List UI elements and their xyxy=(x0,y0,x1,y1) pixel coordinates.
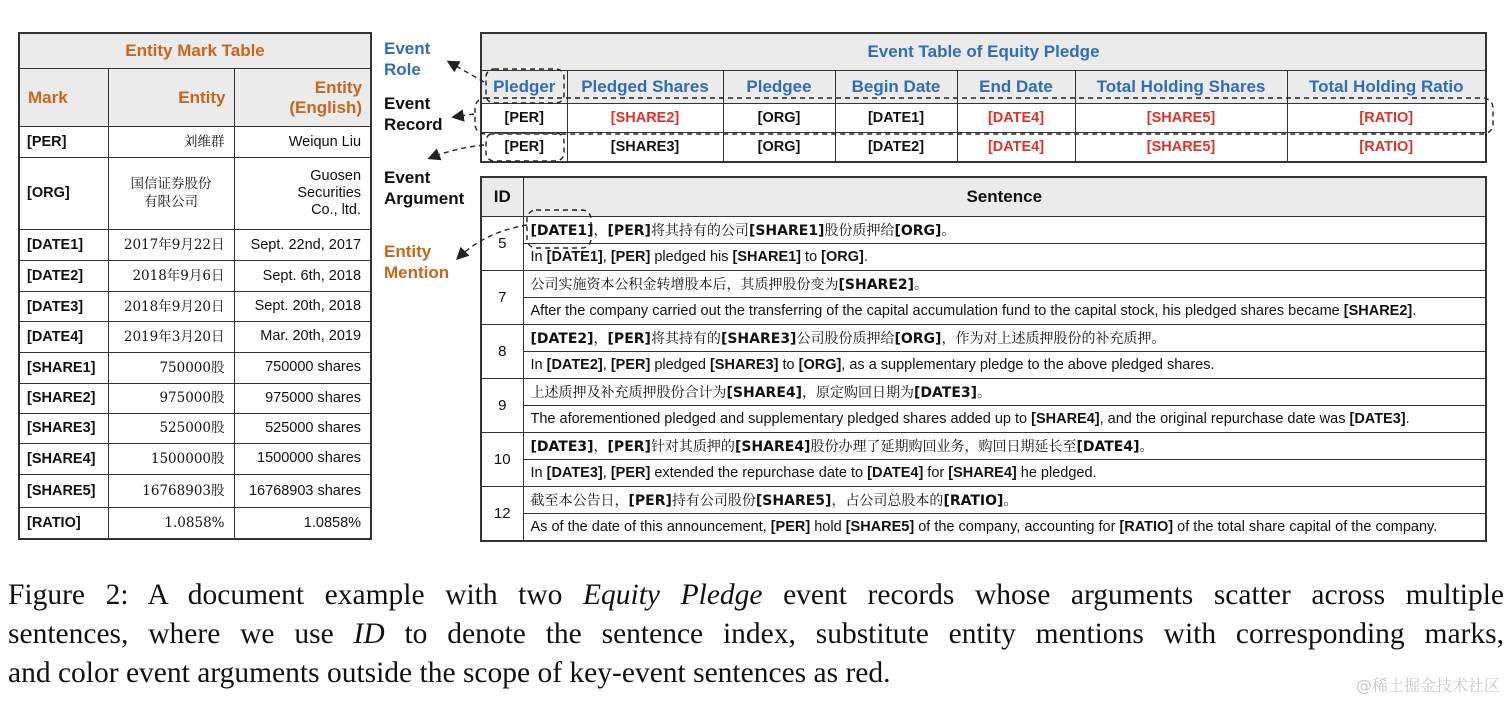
entity-mark: [SHARE2] xyxy=(19,383,108,413)
sentence-text: 上述质押及补充质押股份合计为 xyxy=(530,385,727,401)
entity-mark-token: [PER] xyxy=(607,223,651,239)
argument-cell: [DATE4] xyxy=(957,104,1075,133)
entity-row xyxy=(19,443,371,474)
sentence-text: 股份办理了延期购回业务，购回日期延长至 xyxy=(810,439,1077,455)
sentence-text: In xyxy=(530,357,547,373)
sentence-text: . xyxy=(1412,303,1417,319)
entity-row xyxy=(19,261,371,292)
sentence-id: 8 xyxy=(481,325,523,379)
entity-zh: 975000股 xyxy=(108,383,234,413)
watermark: @稀土掘金技术社区 xyxy=(1355,676,1500,695)
sentence-en xyxy=(523,514,1486,542)
caption-line-3: and color event arguments outside the scope of key-event sentences as red. xyxy=(8,657,891,689)
entity-mark: [SHARE3] xyxy=(19,413,108,443)
entity-mark-token: [RATIO] xyxy=(943,493,1004,509)
argument-cell: [DATE1] xyxy=(835,104,957,133)
sentence-text: 。 xyxy=(1003,493,1018,509)
entity-table-header-row xyxy=(19,69,371,127)
sentence-row-zh xyxy=(481,325,1486,352)
sentence-zh xyxy=(523,325,1486,352)
sentence-text: 股份质押给 xyxy=(824,223,895,239)
sentence-text: 针对其质押的 xyxy=(650,439,735,455)
entity-mark: [RATIO] xyxy=(19,508,108,539)
sentence-text: ， xyxy=(593,223,608,239)
entity-table-title-row xyxy=(19,33,371,69)
sentence-text: extended the repurchase date to xyxy=(650,465,868,481)
sentence-text: 持有公司股份 xyxy=(671,493,756,509)
entity-mark: [DATE4] xyxy=(19,322,108,352)
sentence-en xyxy=(523,352,1486,379)
entity-mark-token: [DATE1] xyxy=(530,223,594,239)
entity-zh: 2018年9月6日 xyxy=(108,261,234,292)
sentence-text: 截至本公告日， xyxy=(530,493,629,509)
sentence-table xyxy=(480,176,1487,542)
sentence-text: , xyxy=(602,249,611,265)
argument-cell: [DATE2] xyxy=(835,133,957,163)
sentence-en xyxy=(523,406,1486,433)
sentence-row-en xyxy=(481,244,1486,271)
header-sentence: Sentence xyxy=(523,177,1486,217)
role-end-date: End Date xyxy=(957,71,1075,104)
entity-en: 1.0858% xyxy=(234,508,371,539)
entity-mark-table xyxy=(18,32,372,540)
entity-mark-token: [RATIO] xyxy=(1119,519,1174,535)
entity-mark-token: [SHARE3] xyxy=(709,357,779,373)
entity-en: Sept. 20th, 2018 xyxy=(234,292,371,322)
entity-mark-token: [ORG] xyxy=(894,331,942,347)
sentence-text: 。 xyxy=(941,223,956,239)
entity-mark-token: [DATE3] xyxy=(546,465,603,481)
entity-mark-token: [PER] xyxy=(610,465,651,481)
sentence-text: , xyxy=(602,465,611,481)
entity-en: 1500000 shares xyxy=(234,443,371,474)
sentence-id: 9 xyxy=(481,379,523,433)
entity-mark-token: [DATE4] xyxy=(1076,439,1140,455)
role-pledged-shares: Pledged Shares xyxy=(567,71,723,104)
entity-en: 750000 shares xyxy=(234,352,371,383)
label-event-record: Event Record xyxy=(384,94,443,134)
entity-mark-token: [SHARE4] xyxy=(726,385,803,401)
entity-en: 16768903 shares xyxy=(234,475,371,508)
entity-mark-token: [DATE3] xyxy=(530,439,594,455)
sentence-text: 将其持有的 xyxy=(650,331,721,347)
sentence-text: 。 xyxy=(1139,439,1154,455)
sentence-row-en xyxy=(481,460,1486,487)
figure-caption xyxy=(8,576,1504,693)
event-record-arrow xyxy=(454,114,474,117)
entity-en: Sept. 22nd, 2017 xyxy=(234,229,371,260)
entity-table-title: Entity Mark Table xyxy=(19,33,371,69)
entity-en: 525000 shares xyxy=(234,413,371,443)
entity-mark-token: [ORG] xyxy=(821,249,864,265)
entity-mark: [DATE2] xyxy=(19,261,108,292)
sentence-text: pledged his xyxy=(650,249,733,265)
event-role-arrow xyxy=(449,62,484,82)
sentence-text: After the company carried out the transferring of the capital accumulation fund to the capital stock, his pledged shares became xyxy=(530,303,1344,319)
entity-zh: 1.0858% xyxy=(108,508,234,539)
sentence-en xyxy=(523,244,1486,271)
entity-mark-token: [PER] xyxy=(610,249,651,265)
sentence-row-zh xyxy=(481,271,1486,298)
sentence-text: of the total share capital of the company. xyxy=(1173,519,1438,535)
caption-line-2: sentences, where we use ID to denote the sentence index, substitute entity mentions with corresponding marks, xyxy=(8,618,1504,650)
entity-zh: 525000股 xyxy=(108,413,234,443)
entity-mark-token: [DATE3] xyxy=(914,385,978,401)
event-record-row xyxy=(481,104,1486,133)
sentence-text: 公司实施资本公积金转增股本后，其质押股份变为 xyxy=(530,277,839,293)
entity-mark: [ORG] xyxy=(19,157,108,229)
entity-row xyxy=(19,292,371,322)
role-total-holding-shares: Total Holding Shares xyxy=(1075,71,1287,104)
entity-en: Sept. 6th, 2018 xyxy=(234,261,371,292)
sentence-row-zh xyxy=(481,487,1486,514)
sentence-text: hold xyxy=(810,519,846,535)
entity-mark: [DATE1] xyxy=(19,229,108,260)
sentence-zh xyxy=(523,433,1486,460)
entity-row xyxy=(19,322,371,352)
sentence-text: ，占公司总股本的 xyxy=(831,493,944,509)
entity-mark-token: [SHARE2] xyxy=(1343,303,1413,319)
event-argument-arrow xyxy=(430,145,484,158)
sentence-text: of the company, accounting for xyxy=(914,519,1120,535)
sentence-text: to xyxy=(778,357,799,373)
entity-zh: 2017年9月22日 xyxy=(108,229,234,260)
sentence-rows xyxy=(481,217,1486,542)
entity-row xyxy=(19,127,371,157)
header-entity: Entity xyxy=(108,69,234,127)
entity-zh: 国信证券股份 有限公司 xyxy=(108,157,234,229)
role-pledgee: Pledgee xyxy=(723,71,835,104)
entity-mark-token: [ORG] xyxy=(894,223,942,239)
entity-row xyxy=(19,508,371,539)
sentence-text: . xyxy=(1405,411,1410,427)
entity-mark-token: [DATE1] xyxy=(546,249,603,265)
entity-mark-token: [PER] xyxy=(607,439,651,455)
sentence-text: The aforementioned pledged and supplementary pledged shares added up to xyxy=(530,411,1032,427)
entity-en: 975000 shares xyxy=(234,383,371,413)
entity-row xyxy=(19,475,371,508)
sentence-table-header-row xyxy=(481,177,1486,217)
sentence-text: ，作为对上述质押股份的补充质押。 xyxy=(941,331,1166,347)
entity-row xyxy=(19,383,371,413)
entity-mark-token: [SHARE4] xyxy=(948,465,1017,481)
entity-zh: 16768903股 xyxy=(108,475,234,508)
entity-zh: 2019年3月20日 xyxy=(108,322,234,352)
sentence-text: 。 xyxy=(977,385,992,401)
entity-mark-token: [SHARE4] xyxy=(734,439,811,455)
argument-cell: [SHARE5] xyxy=(1075,104,1287,133)
argument-cell: [ORG] xyxy=(723,104,835,133)
sentence-text: to xyxy=(801,249,822,265)
sentence-text: ，原定购回日期为 xyxy=(802,385,915,401)
sentence-text: . xyxy=(863,249,868,265)
sentence-en xyxy=(523,298,1486,325)
entity-mark-token: [DATE2] xyxy=(546,357,603,373)
event-table xyxy=(480,32,1487,163)
entity-mark: [DATE3] xyxy=(19,292,108,322)
argument-cell: [SHARE3] xyxy=(567,133,723,163)
sentence-text: , and the original repurchase date was xyxy=(1099,411,1350,427)
sentence-row-en xyxy=(481,352,1486,379)
role-total-holding-ratio: Total Holding Ratio xyxy=(1287,71,1486,104)
role-begin-date: Begin Date xyxy=(835,71,957,104)
event-role-header-row xyxy=(481,71,1486,104)
sentence-text: for xyxy=(923,465,949,481)
entity-en: Mar. 20th, 2019 xyxy=(234,322,371,352)
entity-mark: [SHARE1] xyxy=(19,352,108,383)
entity-mark-token: [SHARE1] xyxy=(732,249,802,265)
sentence-text: ， xyxy=(593,331,608,347)
sentence-text: 将其持有的公司 xyxy=(650,223,749,239)
event-table-title-row xyxy=(481,33,1486,71)
argument-cell: [RATIO] xyxy=(1287,133,1486,163)
entity-row xyxy=(19,413,371,443)
label-event-argument: Event Argument xyxy=(384,168,465,208)
entity-row xyxy=(19,229,371,260)
sentence-text: he pledged. xyxy=(1016,465,1097,481)
sentence-row-en xyxy=(481,406,1486,433)
sentence-zh xyxy=(523,487,1486,514)
entity-mark-token: [PER] xyxy=(628,493,672,509)
entity-mark-token: [PER] xyxy=(610,357,651,373)
sentence-text: In xyxy=(530,249,547,265)
argument-cell: [PER] xyxy=(481,104,567,133)
sentence-id: 5 xyxy=(481,217,523,271)
entity-zh: 2018年9月20日 xyxy=(108,292,234,322)
sentence-row-zh xyxy=(481,217,1486,244)
event-record-row xyxy=(481,133,1486,163)
sentence-row-zh xyxy=(481,433,1486,460)
entity-row xyxy=(19,157,371,229)
header-id: ID xyxy=(481,177,523,217)
argument-cell: [DATE4] xyxy=(957,133,1075,163)
sentence-text: ， xyxy=(593,439,608,455)
entity-mark-token: [SHARE5] xyxy=(755,493,832,509)
entity-zh: 1500000股 xyxy=(108,443,234,474)
entity-mark-token: [SHARE4] xyxy=(1031,411,1100,427)
sentence-text: , xyxy=(602,357,611,373)
sentence-en xyxy=(523,460,1486,487)
entity-mark-token: [SHARE2] xyxy=(838,277,915,293)
sentence-row-en xyxy=(481,514,1486,542)
argument-cell: [ORG] xyxy=(723,133,835,163)
sentence-row-en xyxy=(481,298,1486,325)
entity-mark: [PER] xyxy=(19,127,108,157)
entity-mark-token: [DATE2] xyxy=(530,331,594,347)
argument-cell: [RATIO] xyxy=(1287,104,1486,133)
sentence-id: 12 xyxy=(481,487,523,542)
label-entity-mention: Entity Mention xyxy=(384,242,450,282)
entity-mark-token: [SHARE5] xyxy=(845,519,915,535)
header-mark: Mark xyxy=(19,69,108,127)
sentence-zh xyxy=(523,379,1486,406)
sentence-text: , as a supplementary pledge to the above pledged shares. xyxy=(841,357,1215,373)
entity-mark: [SHARE5] xyxy=(19,475,108,508)
header-entity-english: Entity (English) xyxy=(234,69,371,127)
entity-mark-token: [PER] xyxy=(607,331,651,347)
role-pledger: Pledger xyxy=(481,71,567,104)
entity-en: Guosen Securities Co., ltd. xyxy=(234,157,371,229)
argument-cell: [SHARE5] xyxy=(1075,133,1287,163)
entity-zh: 刘维群 xyxy=(108,127,234,157)
caption-line-1: Figure 2: A document example with two Equity Pledge event records whose arguments scatter across multiple xyxy=(8,579,1505,611)
sentence-zh xyxy=(523,271,1486,298)
label-event-role: Event Role xyxy=(384,39,431,79)
sentence-text: In xyxy=(530,465,547,481)
entity-mark-token: [PER] xyxy=(770,519,811,535)
sentence-row-zh xyxy=(481,379,1486,406)
sentence-text: pledged xyxy=(650,357,710,373)
sentence-text: As of the date of this announcement, xyxy=(530,519,771,535)
entity-mark-token: [DATE3] xyxy=(1349,411,1406,427)
event-table-title: Event Table of Equity Pledge xyxy=(481,33,1486,71)
entity-mark-token: [DATE4] xyxy=(867,465,924,481)
entity-en: Weiqun Liu xyxy=(234,127,371,157)
entity-zh: 750000股 xyxy=(108,352,234,383)
sentence-text: 。 xyxy=(914,277,929,293)
sentence-text: 公司股份质押给 xyxy=(796,331,895,347)
sentence-zh xyxy=(523,217,1486,244)
entity-row xyxy=(19,352,371,383)
entity-mark-token: [ORG] xyxy=(798,357,842,373)
entity-mark: [SHARE4] xyxy=(19,443,108,474)
sentence-id: 7 xyxy=(481,271,523,325)
entity-mark-token: [SHARE1] xyxy=(748,223,825,239)
argument-cell: [PER] xyxy=(481,133,567,163)
sentence-id: 10 xyxy=(481,433,523,487)
argument-cell: [SHARE2] xyxy=(567,104,723,133)
entity-mark-token: [SHARE3] xyxy=(720,331,797,347)
